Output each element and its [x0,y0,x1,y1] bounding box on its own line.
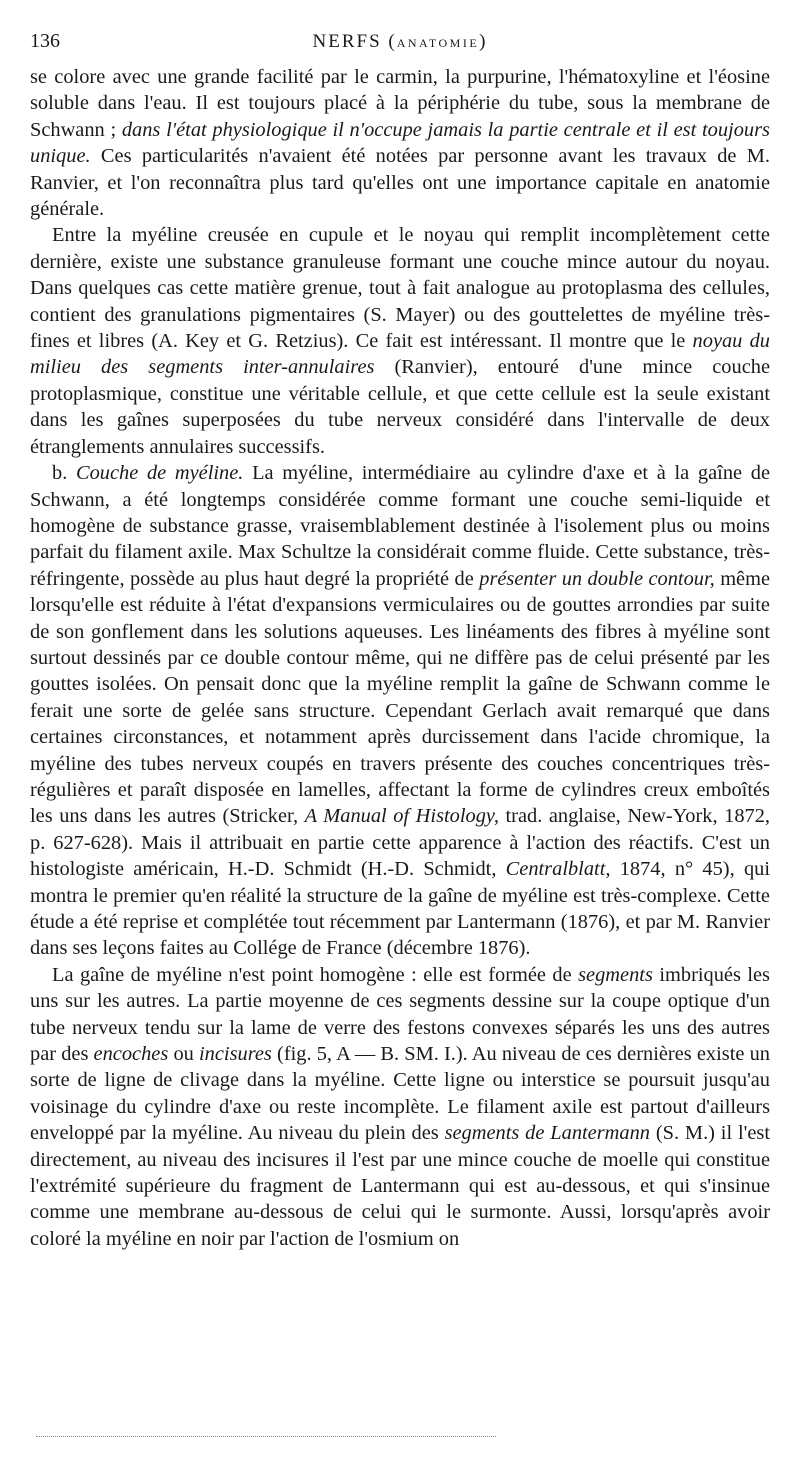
text-run: Entre la myéline creusée en cupule et le noyau qui remplit incomplètement cette dernière, existe une substance granuleuse formant une couche mince autour du noyau. Dans quelques cas cette matière grenue, tout à fait analogue au protoplasma des cellules, contient des granulations pigmentaires (S. Mayer) ou des gouttelettes de myéline très-fines et libres (A. Key et G. Retzius). Ce fait est intéressant. Il montre que le [30,224,770,353]
italic-run: présenter un double contour, [479,567,715,590]
text-run: se colore avec une grande facilité par le carmin, la purpurine, l'hématoxyline et l'éosine soluble dans l'eau. Il est toujours placé à la périphérie du tube, sous la membrane de Schwann ; [30,66,770,141]
italic-run: Centralblatt, [505,858,611,881]
text-run: b. [52,462,76,485]
text-run: trad. anglaise, New-York, 1872, p. 627-628). Mais il attribuait en partie cette apparence à l'action des réactifs. C'est un histologiste américain, H.-D. Schmidt (H.-D. Schmidt, [30,805,771,881]
text-run: Ces particularités n'avaient été notées par personne avant les travaux de M. Ranvier, et l'on reconnaîtra plus tard qu'elles ont une importance capitale en anatomie générale. [30,145,770,221]
italic-run: dans l'état physiologique il n'occupe jamais la partie centrale et il est toujours unique. [30,118,770,168]
italic-run: segments de Lantermann [444,1122,650,1145]
text-run: La gaîne de myéline n'est point homogène : elle est formée de [52,963,579,986]
footer-rule [36,1436,496,1437]
page-header [30,30,770,64]
italic-run: segments [578,963,653,986]
paragraph [30,460,770,962]
running-title-sub: ANATOMIE [396,36,480,50]
page-number: 136 [30,30,60,52]
text-run: La myéline, intermédiaire au cylindre d'axe et à la gaîne de Schwann, a été longtemps considérée comme formant une couche semi-liquide et homogène de substance grasse, vraisemblablement destinée à l'isolement plus ou moins parfait du filament axile. Max Schultze la considérait comme fluide. Cette substance, très-réfringente, possède au plus haut degré la propriété de [30,462,771,590]
italic-run: encoches [93,1043,169,1066]
book-page [30,30,770,1252]
paragraph [30,222,770,460]
text-run: même lorsqu'elle est réduite à l'état d'expansions vermiculaires ou de gouttes arrondies par suite de son gonflement dans les solutions aqueuses. Les linéaments des fibres à myéline sont surtout dessinés par ce double contour même, qui ne diffère pas de celui présenté par les gouttes isolées. On pensait donc que la myéline remplit la gaîne de Schwann comme le ferait une sorte de gelée sans structure. Cependant Gerlach avait remarqué que dans certaines circonstances, et notamment après durcissement dans l'acide chromique, la myéline des tubes nerveux coupés en travers présente des couches concentriques très-régulières et paraît disposée en lamelles, affectant la forme de cylindres creux emboîtés les uns dans les autres (Stricker, [30,567,771,828]
paragraph [30,962,770,1252]
italic-run: Couche de myéline. [75,462,244,485]
text-run: (fig. 5, A — B. SM. I.). Au niveau de ces dernières existe un sorte de ligne de clivage dans la myéline. Cette ligne ou interstice se poursuit jusqu'au voisinage du cylindre d'axe ou reste incomplète. Le filament axile est partout d'ailleurs enveloppé par la myéline. Au niveau du plein des [30,1043,770,1145]
text-run: (Ranvier), entouré d'une mince couche protoplasmique, constitue une véritable cellule, et que cette cellule est la seule existant dans les gaînes superposées du tube nerveux considéré dans l'intervalle de deux étranglements annulaires successifs. [30,356,770,458]
text-run: ou [168,1043,199,1066]
running-title-main: NERFS [312,31,382,52]
text-run: 1874, n° 45), qui montra le premier qu'en réalité la structure de la gaîne de myéline est très-complexe. Cette étude a été reprise et complétée tout récemment par Lantermann (1876), et par M. Ranvier dans ses leçons faites au Collége de France (décembre 1876). [30,858,770,960]
paragraph [30,64,770,222]
body-text [30,64,770,1252]
italic-run: A Manual of Histology, [304,805,499,828]
text-run: (S. M.) il l'est directement, au niveau des incisures il l'est par une mince couche de moelle qui constitue l'extrémité supérieure du fragment de Lantermann qui est au-dessous, et qui s'insinue comme une membrane au-dessous de celui qui le surmonte. Aussi, lorsqu'après avoir coloré la myéline en noir par l'action de l'osmium on [30,1122,770,1250]
italic-run: incisures [199,1043,272,1066]
text-run: imbriqués les uns sur les autres. La partie moyenne de ces segments dessine sur la coupe optique d'un tube nerveux tendu sur la lame de verre des festons convexes séparés les uns des autres par des [30,963,770,1066]
running-title: NERFS (ANATOMIE) [312,31,488,52]
italic-run: noyau du milieu des segments inter-annulaires [30,330,770,379]
